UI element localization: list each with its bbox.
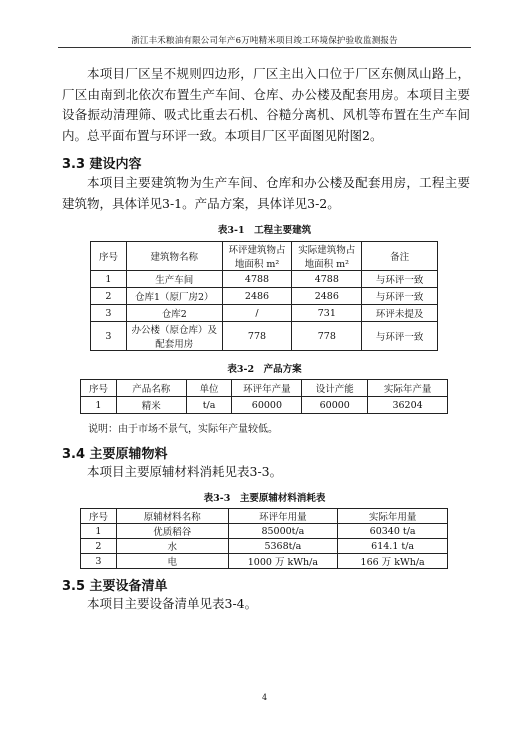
- header-cell: 设计产能: [302, 380, 368, 397]
- table-cell: 85000t/a: [228, 524, 338, 539]
- header-cell: 产品名称: [116, 380, 186, 397]
- header-cell: 序号: [81, 380, 117, 397]
- table-3-2: [80, 379, 448, 414]
- section-3-5-text: 本项目主要设备清单见表3-4。: [87, 596, 258, 611]
- table-row: [91, 271, 438, 288]
- table-row: [81, 524, 448, 539]
- header-cell: 单位: [186, 380, 232, 397]
- table-3-3-caption: 表3-3 主要原辅材料消耗表: [203, 493, 326, 504]
- table-cell: 仓库1（原厂房2）: [126, 288, 222, 305]
- table-cell: 731: [292, 305, 362, 322]
- table-cell: 与环评一致: [362, 288, 438, 305]
- table-header-row: [81, 380, 448, 397]
- table-3-3: [80, 508, 448, 569]
- table-cell: 3: [91, 305, 127, 322]
- table-cell: 4788: [222, 271, 292, 288]
- running-header: 浙江丰禾粮油有限公司年产6万吨精米项目竣工环境保护验收监测报告: [131, 36, 398, 46]
- table-cell: 2: [91, 288, 127, 305]
- table-3-1: [90, 241, 438, 351]
- header-cell: 序号: [81, 509, 117, 524]
- table-row: [81, 554, 448, 569]
- table-cell: 办公楼（原仓库）及配套用房: [126, 322, 222, 351]
- section-heading-3-5: 3.5 主要设备清单: [62, 579, 168, 594]
- table-row: [91, 305, 438, 322]
- table-cell: 614.1 t/a: [338, 539, 448, 554]
- table-cell: t/a: [186, 397, 232, 414]
- table-cell: 36204: [368, 397, 448, 414]
- table-row: [81, 539, 448, 554]
- table-row: [91, 322, 438, 351]
- table-cell: 1000 万 kWh/a: [228, 554, 338, 569]
- table-header-row: [81, 509, 448, 524]
- table-cell: 2486: [292, 288, 362, 305]
- table-row: [81, 397, 448, 414]
- table-row: [91, 288, 438, 305]
- header-cell: 实际建筑物占地面积 m²: [292, 242, 362, 271]
- section-3-4-text: 本项目主要原辅材料消耗见表3-3。: [87, 464, 283, 479]
- intro-text: 本项目厂区呈不规则四边形，厂区主出入口位于厂区东侧凤山路上，厂区由南到北依次布置生产车间、仓库、办公楼及配套用房。本项目主要设备振动清理筛、吸式比重去石机、谷糙分离机、风机等布置在生产车间内。总平面布置与环评一致。本项目厂区平面图见附图2。: [62, 66, 470, 143]
- table-cell: 1: [81, 397, 117, 414]
- section-heading-3-4: 3.4 主要原辅物料: [62, 447, 168, 462]
- section-3-4-paragraph: [62, 462, 470, 483]
- header-cell: 原辅材料名称: [116, 509, 228, 524]
- table-cell: 5368t/a: [228, 539, 338, 554]
- section-3-3-paragraph: [62, 173, 470, 214]
- header-cell: 序号: [91, 242, 127, 271]
- table-cell: 电: [116, 554, 228, 569]
- table-cell: 与环评一致: [362, 322, 438, 351]
- table-cell: 60000: [302, 397, 368, 414]
- table-3-1-caption: 表3-1 工程主要建筑: [217, 225, 312, 236]
- header-cell: 建筑物名称: [126, 242, 222, 271]
- table-cell: 1: [91, 271, 127, 288]
- table-header-row: [91, 242, 438, 271]
- table-cell: 3: [81, 554, 117, 569]
- table-cell: 778: [292, 322, 362, 351]
- table-cell: 4788: [292, 271, 362, 288]
- header-cell: 备注: [362, 242, 438, 271]
- table-cell: /: [222, 305, 292, 322]
- header-cell: 环评建筑物占地面积 m²: [222, 242, 292, 271]
- table-cell: 60340 t/a: [338, 524, 448, 539]
- header-cell: 环评年用量: [228, 509, 338, 524]
- table-cell: 778: [222, 322, 292, 351]
- table-3-2-caption: 表3-2 产品方案: [227, 364, 302, 375]
- table-cell: 60000: [232, 397, 302, 414]
- section-3-5-paragraph: [62, 594, 470, 615]
- table-cell: 与环评一致: [362, 271, 438, 288]
- intro-paragraph: [62, 64, 470, 146]
- table-cell: 环评未提及: [362, 305, 438, 322]
- header-divider: [58, 47, 471, 48]
- header-cell: 环评年产量: [232, 380, 302, 397]
- header-cell: 实际年用量: [338, 509, 448, 524]
- table-cell: 仓库2: [126, 305, 222, 322]
- table-cell: 优质稻谷: [116, 524, 228, 539]
- table-cell: 2: [81, 539, 117, 554]
- header-cell: 实际年产量: [368, 380, 448, 397]
- table-3-2-note: 说明：由于市场不景气，实际年产量较低。: [88, 424, 278, 435]
- table-cell: 2486: [222, 288, 292, 305]
- table-cell: 精米: [116, 397, 186, 414]
- section-3-3-text: 本项目主要建筑物为生产车间、仓库和办公楼及配套用房，工程主要建筑物，具体详见3-1。产品方案，具体详见3-2。: [62, 175, 470, 211]
- page-number: 4: [261, 693, 268, 702]
- table-cell: 水: [116, 539, 228, 554]
- table-cell: 166 万 kWh/a: [338, 554, 448, 569]
- table-cell: 1: [81, 524, 117, 539]
- table-cell: 3: [91, 322, 127, 351]
- section-heading-3-3: 3.3 建设内容: [62, 157, 142, 172]
- table-cell: 生产车间: [126, 271, 222, 288]
